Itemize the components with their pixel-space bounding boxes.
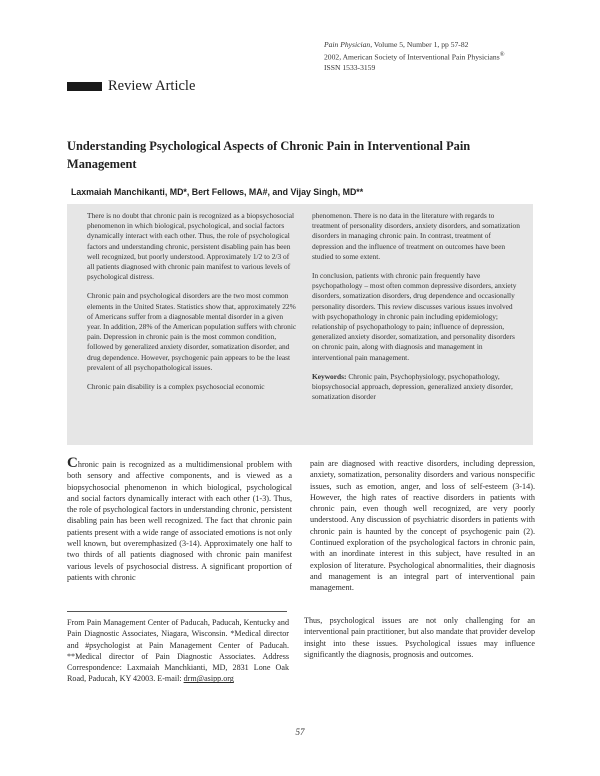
abstract-paragraph: Chronic pain and psychological disorders are the two most common elements in the United States. Statistics show that, approximately 22% of Americans suffer from a diagnosable mental disorder in a given year. In addition, 28% of the American population suffers with chronic pain. Depression in chronic pain is the most common condition, followed by generalized anxiety disorder, somatization disorder, and drug dependence. However, psychogenic pain appears to be the least prevalent of all psychopathological issues.: [87, 291, 297, 372]
journal-citation-line: [324, 40, 572, 50]
body-paragraph: [67, 455, 292, 583]
abstract-keywords: [312, 372, 523, 403]
journal-name: Pain Physician: [324, 40, 371, 49]
body-paragraph-text: hronic pain is recognized as a multidimensional problem with both sensory and affective components, and is viewed as a biopsychosocial phenomenon in which biological, psychological and social factors dynamically interact with each other (1-3). Thus, the role of psychological factors in understanding chronic, persistent disabling pain has been well recognized. The fact that chronic pain patients present with a wide range of associated emotions is not only well known, but overemphasized (3-14). Approximately one half to two thirds of all patients diagnosed with chronic pain manifest various levels of psychosocial distress. A significant proportion of patients with chronic: [67, 460, 292, 582]
trademark-symbol: ®: [499, 51, 505, 59]
affiliation-footnote: [67, 617, 289, 685]
abstract-paragraph: There is no doubt that chronic pain is recognized as a biopsychosocial phenomenon in which biological, psychological, and social factors dynamically interact with each other. Thus, the role of psychological factors and understanding chronic, persistent disabling pain has been well recognized, but poorly understood. Approximately 1/2 to 2/3 of all patients diagnosed with chronic pain manifest to various levels of psychological distress.: [87, 211, 295, 282]
journal-volume-pages: , Volume 5, Number 1, pp 57-82: [370, 40, 469, 49]
abstract-paragraph: phenomenon. There is no data in the literature with regards to treatment of personality disorders, anxiety disorders, and somatization disorders in managing chronic pain. In contrast, treatment of depression and the influence of treatment on outcomes have been studied to some extent.: [312, 211, 520, 261]
keywords-label: Keywords:: [312, 371, 347, 381]
section-bar-decoration: [67, 82, 102, 91]
section-label: Review Article: [108, 77, 196, 94]
journal-society: 2002, American Society of Interventional Pain Physicians: [324, 52, 500, 62]
journal-issn: ISSN 1533-3159: [324, 62, 376, 72]
abstract-right-column: [312, 211, 523, 445]
journal-citation: [324, 40, 572, 73]
abstract-paragraph: In conclusion, patients with chronic pain frequently have psychopathology – most often common depressive disorders, anxiety disorders, somatization disorders, drug dependence and occasionally personality disorders. This review discusses various issues involved with psychopathology in chronic pain including epidemiology; relationship of psychopathology to pain; influence of depression, generalized anxiety disorder, somatization, and personality disorders on chronic pain, along with diagnosis and management in interventional pain management.: [312, 271, 517, 362]
abstract-box: [67, 204, 533, 445]
body-left-column: [67, 455, 292, 594]
footnote-text: From Pain Management Center of Paducah, Paducah, Kentucky and Pain Diagnostic Associates, Niagara, Wisconsin. *Medical director and #psychologist at Pain Management Center of Paducah. **Medical director of Pain Diagnostic Associates. Address Correspondence: Laxmaiah Manchkianti, MD, 2831 Lone Oak Road, Paducah, KY 42003. E-mail:: [67, 618, 289, 684]
body-right-column: [310, 458, 535, 594]
body-paragraph: pain are diagnosed with reactive disorders, including depression, anxiety, somatization, personality disorders and various nonspecific issues, such as emotion, anger, and loss of self-esteem (3-14). However, the high rates of reactive disorders in patients with chronic pain, even though well recognized, are very poorly understood. Any discussion of psychiatric disorders in patients with chronic pain is haunted by the concept of psychogenic pain (2). Continued exploration of the psychological factors in chronic pain, with an inordinate interest in this subject, have resulted in an explosion of literature. Psychological abnormalities, their diagnosis and management is an integral part of interventional pain management.: [310, 459, 535, 593]
keywords-list: Chronic pain, Psychophysiology, psychopathology, biopsychosocial approach, depression, generalized anxiety disorder, somatization disorder: [312, 371, 513, 402]
journal-society-line: [324, 50, 572, 63]
body-text: [67, 455, 535, 594]
footnote-divider: [67, 611, 287, 612]
abstract-paragraph: Chronic pain disability is a complex psychosocial economic: [87, 382, 265, 392]
abstract-left-column: [87, 211, 298, 445]
section-header: [67, 78, 195, 94]
drop-cap: C: [67, 455, 78, 471]
body-right-lower-paragraph: Thus, psychological issues are not only challenging for an interventional pain practitioner, but also mandate that provider develop insight into these issues. Psychological issues may influence significantly the diagnosis, prognosis and outcomes.: [304, 616, 535, 659]
correspondence-email-link[interactable]: drm@asipp.org: [183, 674, 234, 684]
page-number: 57: [295, 727, 305, 737]
article-authors: Laxmaiah Manchikanti, MD*, Bert Fellows, MA#, and Vijay Singh, MD**: [71, 187, 364, 197]
article-title: Understanding Psychological Aspects of Chronic Pain in Interventional Pain Management: [67, 139, 471, 171]
